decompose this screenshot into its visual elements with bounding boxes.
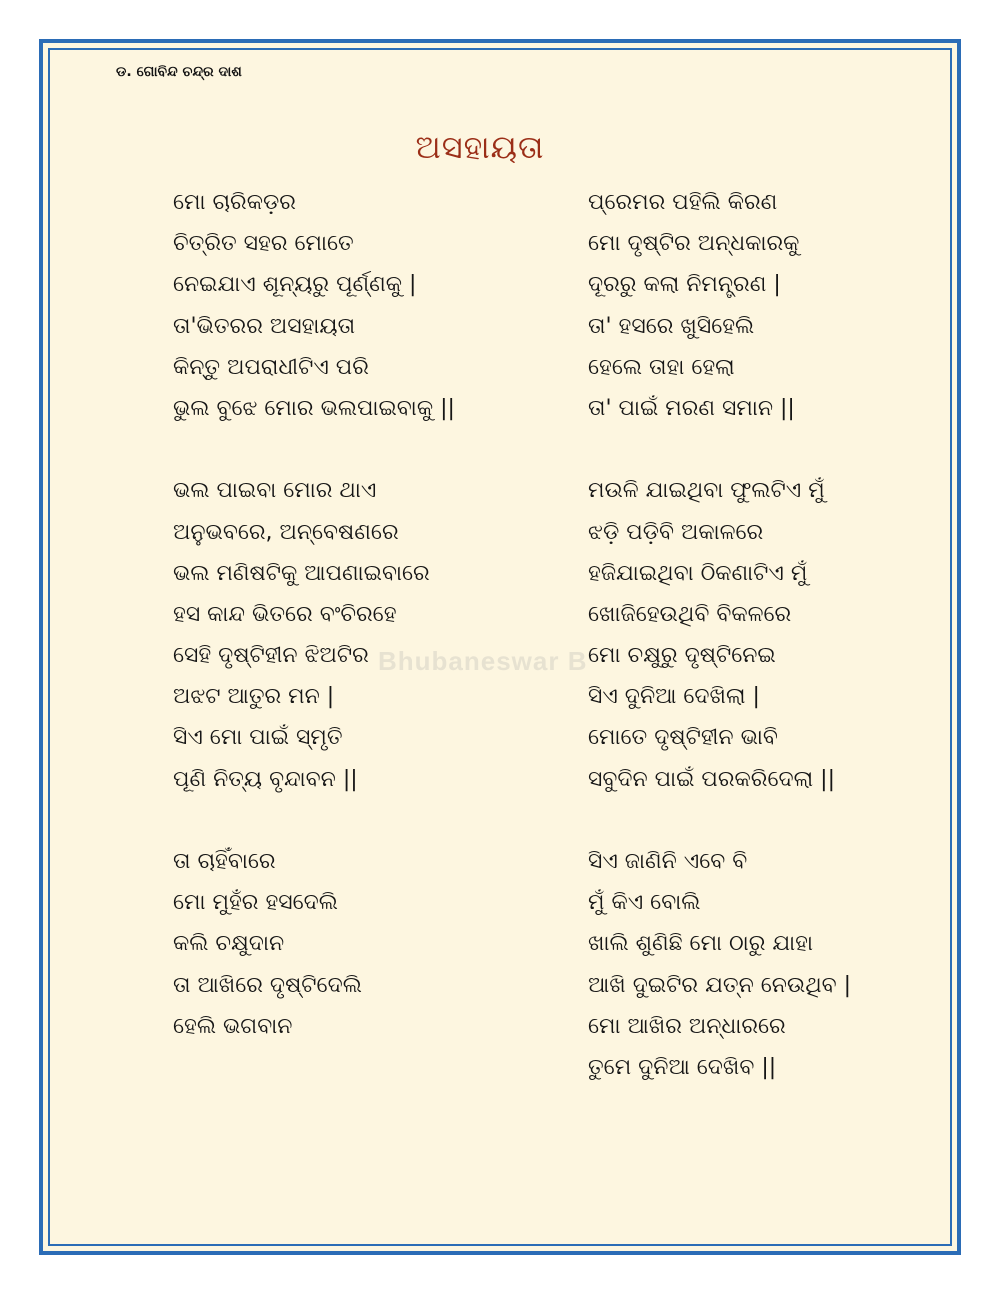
poem-line: ଦୂରରୁ କଲା ନିମନ୍ତ୍ରଣ | — [588, 272, 781, 298]
poem-line: ଖୋଜିହେଉଥିବି ବିକଳରେ — [588, 601, 792, 627]
poem-line: ହେଲି ଭଗବାନ — [173, 1013, 293, 1039]
poem-line: ତା' ପାଇଁ ମରଣ ସମାନ || — [588, 395, 795, 421]
poem-line: ଆଖି ଦୁଇଟିର ଯତ୍ନ ନେଉଥିବ | — [588, 972, 852, 998]
poem-line: ମୁଁ କିଏ ବୋଲି — [588, 890, 701, 916]
stanza-gap — [588, 800, 948, 841]
poem-line: ଅନୁଭବରେ, ଅନ୍ବେଷଣରେ — [173, 519, 399, 545]
poem-line: ତା'ଭିତରର ଅସହାୟତା — [173, 313, 356, 339]
poem-title — [0, 128, 1000, 167]
poem-line: ମୋ ଚକ୍ଷୁରୁ ଦୃଷ୍ଟିନେଇ — [588, 643, 776, 669]
poem-line: ତା ଚାହିଁବାରେ — [173, 849, 276, 874]
poem-title-text: ଅସହାୟତା — [415, 128, 545, 166]
poem-line: ଅଝଟ ଆତୁର ମନ | — [173, 684, 335, 710]
poem-right-column — [588, 182, 948, 1088]
poem-line: ଖାଲି ଶୁଣିଛି ମୋ ଠାରୁ ଯାହା — [588, 931, 814, 957]
poem-line: ହସ କାନ୍ଦ ଭିତରେ ବଂଚିରହେ — [173, 601, 397, 627]
poem-line: ପ୍ରେମର ପହିଲି କିରଣ — [588, 190, 778, 215]
watermark: Bhubaneswar B — [378, 646, 588, 676]
poem-line: ସେହି ଦୃଷ୍ଟିହୀନ ଝିଅଟିର — [173, 643, 369, 669]
stanza-gap — [173, 800, 533, 841]
poem-line: ସିଏ ମୋ ପାଇଁ ସ୍ମୃତି — [173, 725, 343, 751]
poem-line: ଭୁଲ ବୁଝେ ମୋର ଭଲପାଇବାକୁ || — [173, 395, 455, 421]
poem-line: ମୋ ଚାରିକଡ଼ର — [173, 190, 296, 215]
poem-line: ଚିତ୍ରିତ ସହର ମୋତେ — [173, 231, 354, 257]
poem-line: ସିଏ ଦୁନିଆ ଦେଖିଲା | — [588, 684, 760, 710]
poem-line: ମୋ ଦୃଷ୍ଟିର ଅନ୍ଧକାରକୁ — [588, 231, 800, 257]
poem-line: ଭଲ ମଣିଷଟିକୁ ଆପଣାଇବାରେ — [173, 560, 430, 586]
poem-line: କଲି ଚକ୍ଷୁଦାନ — [173, 931, 285, 957]
poem-line: ପୂଣି ନିତ୍ୟ ବୃନ୍ଦାବନ || — [173, 766, 358, 792]
poem-line: ସବୁଦିନ ପାଇଁ ପରକରିଦେଲା || — [588, 766, 835, 792]
stanza-gap — [588, 429, 948, 470]
poem-line: ମୋତେ ଦୃଷ୍ଟିହୀନ ଭାବି — [588, 725, 778, 751]
poem-line: ତା ଆଖିରେ ଦୃଷ୍ଟିଦେଲି — [173, 972, 362, 998]
poem-line: ହଜିଯାଇଥିବା ଠିକଣାଟିଏ ମୁଁ — [588, 560, 808, 586]
poem-line: ହେଲେ ତାହା ହେଲା — [588, 354, 735, 380]
poem-line: ତୁମେ ଦୁନିଆ ଦେଖିବ || — [588, 1054, 777, 1080]
author-name: ଡ. ଗୋବିନ୍ଦ ଚନ୍ଦ୍ର ଦାଶ — [116, 64, 242, 80]
poem-line: ଝଡ଼ି ପଡ଼ିବି ଅକାଳରେ — [588, 519, 764, 545]
poem-line: ନେଇଯାଏ ଶୂନ୍ୟରୁ ପୂର୍ଣ୍ଣକୁ | — [173, 272, 417, 298]
poem-line: କିନ୍ତୁ ଅପରାଧୀଟିଏ ପରି — [173, 354, 369, 380]
poem-line: ତା' ହସରେ ଖୁସିହେଲି — [588, 313, 755, 339]
poem-left-column — [173, 182, 533, 1047]
poem-line: ମୋ ମୁହଁର ହସଦେଲି — [173, 890, 338, 916]
poem-line: ଭଲ ପାଇବା ମୋର ଥାଏ — [173, 478, 377, 504]
poem-line: ମଉଳି ଯାଇଥିବା ଫୁଲଟିଏ ମୁଁ — [588, 478, 825, 504]
stanza-gap — [173, 429, 533, 470]
poem-line: ସିଏ ଜାଣିନି ଏବେ ବି — [588, 849, 748, 874]
poem-line: ମୋ ଆଖିର ଅନ୍ଧାରରେ — [588, 1013, 786, 1039]
